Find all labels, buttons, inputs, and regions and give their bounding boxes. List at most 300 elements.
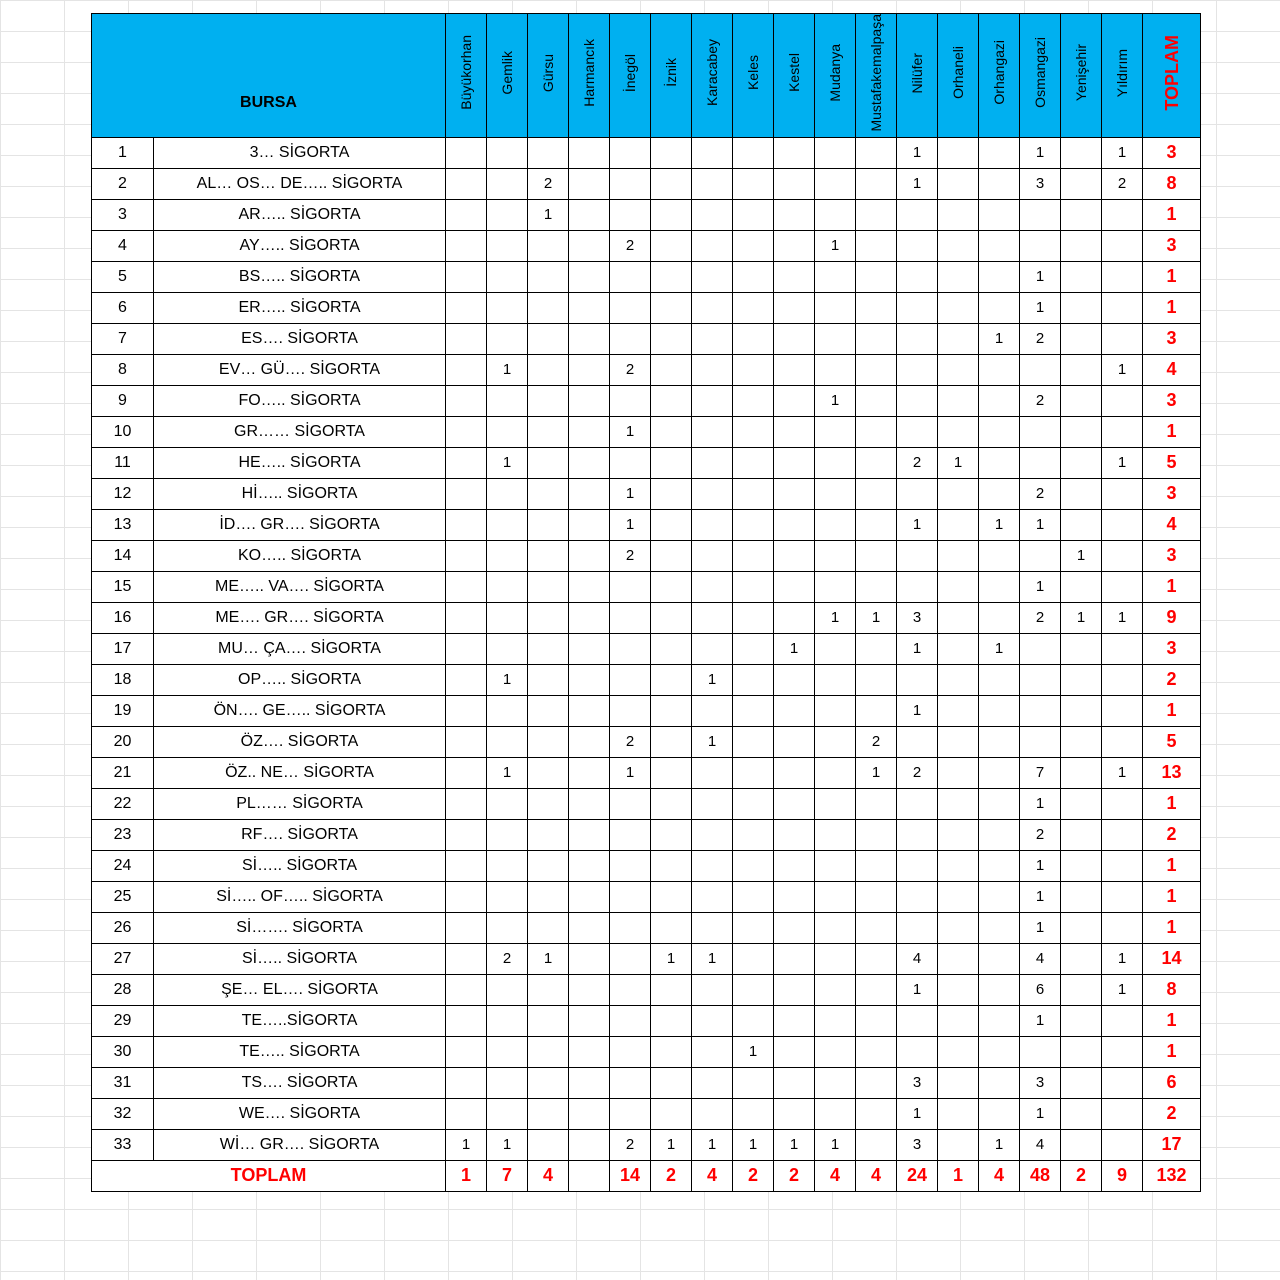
count-cell[interactable]: 4 [1020,1129,1061,1160]
count-cell[interactable] [446,230,487,261]
row-number-cell[interactable]: 22 [92,788,154,819]
count-cell[interactable] [1020,199,1061,230]
count-cell[interactable] [692,230,733,261]
count-cell[interactable] [446,1098,487,1129]
company-name-cell[interactable]: TS…. SİGORTA [154,1067,446,1098]
count-cell[interactable]: 1 [979,1129,1020,1160]
count-cell[interactable] [897,292,938,323]
count-cell[interactable]: 2 [610,1129,651,1160]
column-total-cell[interactable]: 2 [651,1160,692,1191]
count-cell[interactable] [1061,354,1102,385]
count-cell[interactable] [1061,478,1102,509]
count-cell[interactable] [1102,261,1143,292]
count-cell[interactable] [733,1098,774,1129]
count-cell[interactable]: 1 [979,323,1020,354]
row-number-cell[interactable]: 11 [92,447,154,478]
count-cell[interactable] [487,168,528,199]
count-cell[interactable] [815,664,856,695]
count-cell[interactable] [651,974,692,1005]
company-name-cell[interactable]: RF…. SİGORTA [154,819,446,850]
count-cell[interactable] [692,1005,733,1036]
count-cell[interactable]: 3 [897,602,938,633]
count-cell[interactable]: 2 [1020,478,1061,509]
row-number-cell[interactable]: 4 [92,230,154,261]
count-cell[interactable] [569,726,610,757]
count-cell[interactable] [528,1036,569,1067]
count-cell[interactable] [446,819,487,850]
count-cell[interactable] [528,354,569,385]
count-cell[interactable] [528,850,569,881]
count-cell[interactable] [979,788,1020,819]
count-cell[interactable] [733,664,774,695]
count-cell[interactable]: 1 [938,447,979,478]
company-name-cell[interactable]: Sİ….. OF….. SİGORTA [154,881,446,912]
count-cell[interactable] [856,571,897,602]
count-cell[interactable] [528,1098,569,1129]
count-cell[interactable] [569,137,610,168]
count-cell[interactable] [733,168,774,199]
count-cell[interactable] [856,323,897,354]
company-name-cell[interactable]: MU… ÇA…. SİGORTA [154,633,446,664]
count-cell[interactable] [733,819,774,850]
row-total-cell[interactable]: 2 [1143,1098,1201,1129]
count-cell[interactable] [651,757,692,788]
count-cell[interactable]: 1 [1020,1005,1061,1036]
count-cell[interactable] [528,416,569,447]
count-cell[interactable] [815,168,856,199]
count-cell[interactable] [1102,1005,1143,1036]
count-cell[interactable] [487,540,528,571]
count-cell[interactable] [938,943,979,974]
row-total-cell[interactable]: 6 [1143,1067,1201,1098]
count-cell[interactable] [979,943,1020,974]
count-cell[interactable] [610,881,651,912]
count-cell[interactable] [938,354,979,385]
count-cell[interactable] [1102,819,1143,850]
count-cell[interactable] [446,168,487,199]
count-cell[interactable] [856,199,897,230]
count-cell[interactable] [856,633,897,664]
company-name-cell[interactable]: PL…… SİGORTA [154,788,446,819]
count-cell[interactable] [938,292,979,323]
count-cell[interactable] [856,292,897,323]
count-cell[interactable] [446,509,487,540]
count-cell[interactable] [979,137,1020,168]
count-cell[interactable] [1102,478,1143,509]
count-cell[interactable] [1020,633,1061,664]
count-cell[interactable] [446,912,487,943]
count-cell[interactable] [651,571,692,602]
count-cell[interactable] [856,261,897,292]
count-cell[interactable] [569,571,610,602]
count-cell[interactable]: 1 [1020,137,1061,168]
count-cell[interactable] [856,385,897,416]
count-cell[interactable] [979,1036,1020,1067]
count-cell[interactable] [446,664,487,695]
count-cell[interactable]: 1 [487,1129,528,1160]
row-total-cell[interactable]: 3 [1143,385,1201,416]
count-cell[interactable] [610,1036,651,1067]
count-cell[interactable] [651,168,692,199]
count-cell[interactable] [651,1067,692,1098]
count-cell[interactable] [815,1036,856,1067]
row-number-cell[interactable]: 12 [92,478,154,509]
row-total-cell[interactable]: 1 [1143,199,1201,230]
row-number-cell[interactable]: 23 [92,819,154,850]
count-cell[interactable] [692,571,733,602]
row-total-cell[interactable]: 1 [1143,292,1201,323]
count-cell[interactable] [446,881,487,912]
count-cell[interactable]: 1 [815,230,856,261]
count-cell[interactable] [487,1067,528,1098]
count-cell[interactable] [979,199,1020,230]
count-cell[interactable] [1061,323,1102,354]
count-cell[interactable] [692,447,733,478]
count-cell[interactable] [856,137,897,168]
count-cell[interactable] [446,540,487,571]
count-cell[interactable] [774,571,815,602]
district-header[interactable] [1102,14,1143,138]
count-cell[interactable] [774,509,815,540]
count-cell[interactable] [815,757,856,788]
count-cell[interactable] [1061,943,1102,974]
count-cell[interactable]: 1 [1061,602,1102,633]
count-cell[interactable] [856,664,897,695]
count-cell[interactable] [733,509,774,540]
row-number-cell[interactable]: 27 [92,943,154,974]
count-cell[interactable]: 2 [1020,819,1061,850]
count-cell[interactable] [528,912,569,943]
row-number-cell[interactable]: 9 [92,385,154,416]
column-total-cell[interactable]: 4 [856,1160,897,1191]
count-cell[interactable] [856,850,897,881]
count-cell[interactable] [897,912,938,943]
row-number-cell[interactable]: 30 [92,1036,154,1067]
count-cell[interactable] [651,664,692,695]
count-cell[interactable] [938,850,979,881]
count-cell[interactable] [569,1129,610,1160]
count-cell[interactable] [528,1067,569,1098]
count-cell[interactable] [938,819,979,850]
column-total-cell[interactable]: 1 [938,1160,979,1191]
district-header[interactable] [1061,14,1102,138]
column-total-cell[interactable]: 1 [446,1160,487,1191]
count-cell[interactable] [1020,540,1061,571]
count-cell[interactable] [446,571,487,602]
count-cell[interactable] [856,478,897,509]
company-name-cell[interactable]: ÖZ…. SİGORTA [154,726,446,757]
count-cell[interactable] [692,1098,733,1129]
row-number-cell[interactable]: 21 [92,757,154,788]
row-number-cell[interactable]: 6 [92,292,154,323]
count-cell[interactable] [774,726,815,757]
count-cell[interactable] [733,571,774,602]
row-number-cell[interactable]: 15 [92,571,154,602]
count-cell[interactable] [774,478,815,509]
count-cell[interactable] [651,478,692,509]
count-cell[interactable] [487,261,528,292]
count-cell[interactable]: 1 [1102,602,1143,633]
count-cell[interactable] [979,416,1020,447]
count-cell[interactable]: 1 [774,1129,815,1160]
count-cell[interactable] [651,354,692,385]
count-cell[interactable] [938,695,979,726]
district-header[interactable] [733,14,774,138]
count-cell[interactable]: 1 [1102,757,1143,788]
row-total-cell[interactable]: 1 [1143,881,1201,912]
count-cell[interactable] [692,199,733,230]
count-cell[interactable] [692,974,733,1005]
count-cell[interactable] [1102,912,1143,943]
column-total-cell[interactable]: 9 [1102,1160,1143,1191]
company-name-cell[interactable]: Sİ……. SİGORTA [154,912,446,943]
count-cell[interactable] [651,850,692,881]
count-cell[interactable] [487,1098,528,1129]
count-cell[interactable] [569,757,610,788]
count-cell[interactable] [528,1129,569,1160]
count-cell[interactable] [979,912,1020,943]
count-cell[interactable] [528,571,569,602]
count-cell[interactable]: 1 [897,695,938,726]
count-cell[interactable]: 4 [1020,943,1061,974]
count-cell[interactable] [815,819,856,850]
count-cell[interactable] [774,1067,815,1098]
count-cell[interactable] [856,695,897,726]
count-cell[interactable] [1102,850,1143,881]
count-cell[interactable] [528,788,569,819]
count-cell[interactable] [733,261,774,292]
count-cell[interactable] [733,912,774,943]
count-cell[interactable]: 1 [897,633,938,664]
count-cell[interactable] [897,850,938,881]
count-cell[interactable]: 2 [610,230,651,261]
count-cell[interactable] [856,168,897,199]
row-total-cell[interactable]: 5 [1143,447,1201,478]
row-total-cell[interactable]: 1 [1143,1005,1201,1036]
count-cell[interactable] [774,974,815,1005]
count-cell[interactable]: 2 [610,354,651,385]
count-cell[interactable] [569,664,610,695]
count-cell[interactable] [446,757,487,788]
count-cell[interactable] [1061,230,1102,261]
count-cell[interactable] [651,230,692,261]
count-cell[interactable] [938,602,979,633]
count-cell[interactable] [897,819,938,850]
count-cell[interactable] [815,881,856,912]
count-cell[interactable] [569,540,610,571]
count-cell[interactable] [528,726,569,757]
count-cell[interactable] [446,199,487,230]
row-number-cell[interactable]: 10 [92,416,154,447]
count-cell[interactable] [897,230,938,261]
count-cell[interactable] [487,509,528,540]
count-cell[interactable] [733,323,774,354]
count-cell[interactable] [692,137,733,168]
count-cell[interactable] [569,447,610,478]
count-cell[interactable] [651,137,692,168]
count-cell[interactable] [815,354,856,385]
count-cell[interactable]: 1 [651,1129,692,1160]
row-number-cell[interactable]: 19 [92,695,154,726]
count-cell[interactable] [979,354,1020,385]
count-cell[interactable]: 1 [610,757,651,788]
count-cell[interactable] [1061,788,1102,819]
count-cell[interactable] [610,912,651,943]
count-cell[interactable] [979,881,1020,912]
count-cell[interactable] [897,1036,938,1067]
count-cell[interactable] [774,1005,815,1036]
count-cell[interactable]: 3 [897,1129,938,1160]
row-number-cell[interactable]: 13 [92,509,154,540]
count-cell[interactable]: 1 [487,354,528,385]
count-cell[interactable] [487,912,528,943]
count-cell[interactable] [610,1067,651,1098]
count-cell[interactable] [528,385,569,416]
count-cell[interactable] [569,788,610,819]
count-cell[interactable] [528,1005,569,1036]
count-cell[interactable] [856,540,897,571]
count-cell[interactable] [1102,1098,1143,1129]
count-cell[interactable]: 1 [528,199,569,230]
row-total-cell[interactable]: 3 [1143,633,1201,664]
row-number-cell[interactable]: 14 [92,540,154,571]
count-cell[interactable] [733,726,774,757]
count-cell[interactable] [692,323,733,354]
count-cell[interactable]: 1 [651,943,692,974]
count-cell[interactable]: 2 [856,726,897,757]
count-cell[interactable] [528,509,569,540]
count-cell[interactable] [815,323,856,354]
count-cell[interactable] [446,478,487,509]
district-header[interactable] [528,14,569,138]
count-cell[interactable] [815,1005,856,1036]
company-name-cell[interactable]: KO….. SİGORTA [154,540,446,571]
count-cell[interactable] [1061,1036,1102,1067]
count-cell[interactable]: 1 [1020,292,1061,323]
count-cell[interactable] [610,323,651,354]
count-cell[interactable] [774,695,815,726]
count-cell[interactable] [897,261,938,292]
count-cell[interactable] [938,633,979,664]
district-header[interactable] [897,14,938,138]
district-header[interactable] [856,14,897,138]
count-cell[interactable] [938,1005,979,1036]
count-cell[interactable] [856,230,897,261]
count-cell[interactable]: 1 [897,974,938,1005]
count-cell[interactable] [897,788,938,819]
count-cell[interactable] [610,633,651,664]
count-cell[interactable] [487,726,528,757]
district-header[interactable] [446,14,487,138]
count-cell[interactable] [1102,726,1143,757]
count-cell[interactable] [979,1098,1020,1129]
count-cell[interactable] [1102,323,1143,354]
row-number-cell[interactable]: 5 [92,261,154,292]
count-cell[interactable] [733,385,774,416]
row-total-cell[interactable]: 3 [1143,540,1201,571]
column-total-cell[interactable]: 14 [610,1160,651,1191]
count-cell[interactable] [979,1005,1020,1036]
row-total-cell[interactable]: 4 [1143,509,1201,540]
count-cell[interactable] [1061,261,1102,292]
count-cell[interactable] [569,416,610,447]
count-cell[interactable] [569,168,610,199]
count-cell[interactable] [528,540,569,571]
count-cell[interactable] [487,571,528,602]
row-number-cell[interactable]: 26 [92,912,154,943]
count-cell[interactable]: 1 [774,633,815,664]
count-cell[interactable] [692,416,733,447]
count-cell[interactable] [938,1036,979,1067]
row-number-cell[interactable]: 32 [92,1098,154,1129]
count-cell[interactable] [1102,881,1143,912]
count-cell[interactable]: 1 [897,1098,938,1129]
count-cell[interactable] [733,1005,774,1036]
count-cell[interactable] [733,199,774,230]
count-cell[interactable] [651,261,692,292]
row-number-cell[interactable]: 1 [92,137,154,168]
row-total-cell[interactable]: 1 [1143,850,1201,881]
count-cell[interactable] [733,416,774,447]
company-name-cell[interactable]: ŞE… EL…. SİGORTA [154,974,446,1005]
count-cell[interactable] [774,850,815,881]
count-cell[interactable] [815,447,856,478]
count-cell[interactable] [815,788,856,819]
count-cell[interactable] [487,633,528,664]
company-name-cell[interactable]: FO….. SİGORTA [154,385,446,416]
count-cell[interactable] [733,974,774,1005]
count-cell[interactable] [528,881,569,912]
company-name-cell[interactable]: ÖZ.. NE… SİGORTA [154,757,446,788]
count-cell[interactable] [651,819,692,850]
count-cell[interactable] [487,385,528,416]
count-cell[interactable] [1061,726,1102,757]
count-cell[interactable] [1020,1036,1061,1067]
column-total-cell[interactable]: 7 [487,1160,528,1191]
count-cell[interactable] [569,261,610,292]
count-cell[interactable] [897,416,938,447]
count-cell[interactable] [1102,540,1143,571]
count-cell[interactable] [1061,757,1102,788]
count-cell[interactable] [815,726,856,757]
count-cell[interactable] [569,1036,610,1067]
count-cell[interactable] [1061,1129,1102,1160]
count-cell[interactable] [733,788,774,819]
count-cell[interactable] [487,416,528,447]
count-cell[interactable] [938,137,979,168]
count-cell[interactable] [774,354,815,385]
count-cell[interactable] [979,571,1020,602]
count-cell[interactable] [979,757,1020,788]
count-cell[interactable] [1020,695,1061,726]
count-cell[interactable] [938,478,979,509]
count-cell[interactable] [610,137,651,168]
count-cell[interactable] [569,354,610,385]
count-cell[interactable] [856,788,897,819]
count-cell[interactable] [938,261,979,292]
count-cell[interactable] [938,571,979,602]
district-header[interactable] [979,14,1020,138]
row-number-cell[interactable]: 7 [92,323,154,354]
count-cell[interactable]: 1 [610,509,651,540]
row-total-cell[interactable]: 3 [1143,323,1201,354]
count-cell[interactable] [938,974,979,1005]
count-cell[interactable] [487,478,528,509]
count-cell[interactable] [1102,664,1143,695]
count-cell[interactable] [1061,850,1102,881]
count-cell[interactable] [569,1067,610,1098]
count-cell[interactable] [856,974,897,1005]
